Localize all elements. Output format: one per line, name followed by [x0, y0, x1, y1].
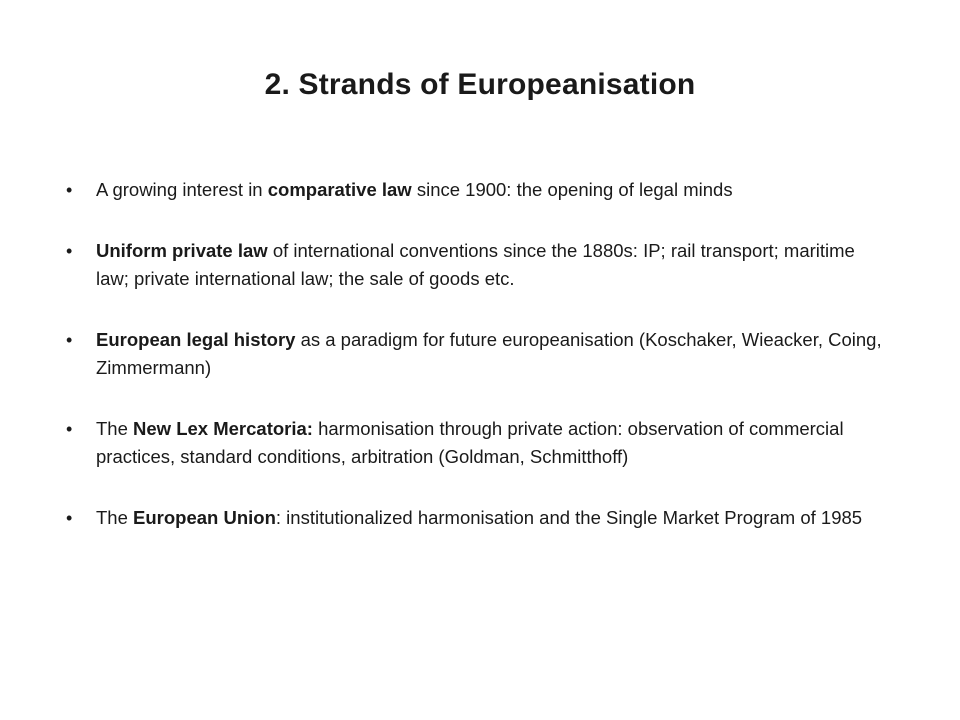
bullet-list [66, 176, 886, 565]
bullet-dot: • [66, 180, 73, 200]
bullet-text-emphasis: New Lex Mercatoria: [133, 418, 313, 439]
bullet-text-emphasis: European legal history [96, 329, 296, 350]
bullet-dot: • [66, 508, 73, 528]
bullet-text-part: as a paradigm for future europeanisation (Koschaker, Wieacker, Coing, Zimmermann) [96, 329, 882, 378]
bullet-text-part: harmonisation through private action: observation of commercial practices, standard conditions, arbitration (Goldman, Schmitthoff) [96, 418, 844, 467]
bullet-item [66, 237, 886, 293]
slide-title: 2. Strands of Europeanisation [264, 68, 696, 101]
bullet-text-emphasis: comparative law [267, 179, 412, 200]
bullet-text [96, 507, 862, 528]
bullet-text-part: The [96, 418, 134, 439]
bullet-dot: • [66, 241, 73, 261]
bullet-item [66, 176, 886, 204]
bullet-text [96, 179, 733, 200]
bullet-item [66, 504, 886, 532]
bullet-item [66, 415, 886, 471]
bullet-text-part: A growing interest in [96, 179, 268, 200]
bullet-dot: • [66, 330, 73, 350]
bullet-text [96, 329, 882, 378]
bullet-item [66, 326, 886, 382]
bullet-text-part: : institutionalized harmonisation and the Single Market Program of 1985 [275, 507, 863, 528]
bullet-text [96, 418, 844, 467]
bullet-text-emphasis: Uniform private law [96, 240, 268, 261]
bullet-text [96, 240, 855, 289]
bullet-text-part: since 1900: the opening of legal minds [411, 179, 733, 200]
bullet-text-emphasis: European Union [133, 507, 276, 528]
bullet-text-part: of international conventions since the 1880s: IP; rail transport; maritime law; private international law; the sale of goods etc. [96, 240, 855, 289]
bullet-dot: • [66, 419, 73, 439]
bullet-text-part: The [96, 507, 134, 528]
